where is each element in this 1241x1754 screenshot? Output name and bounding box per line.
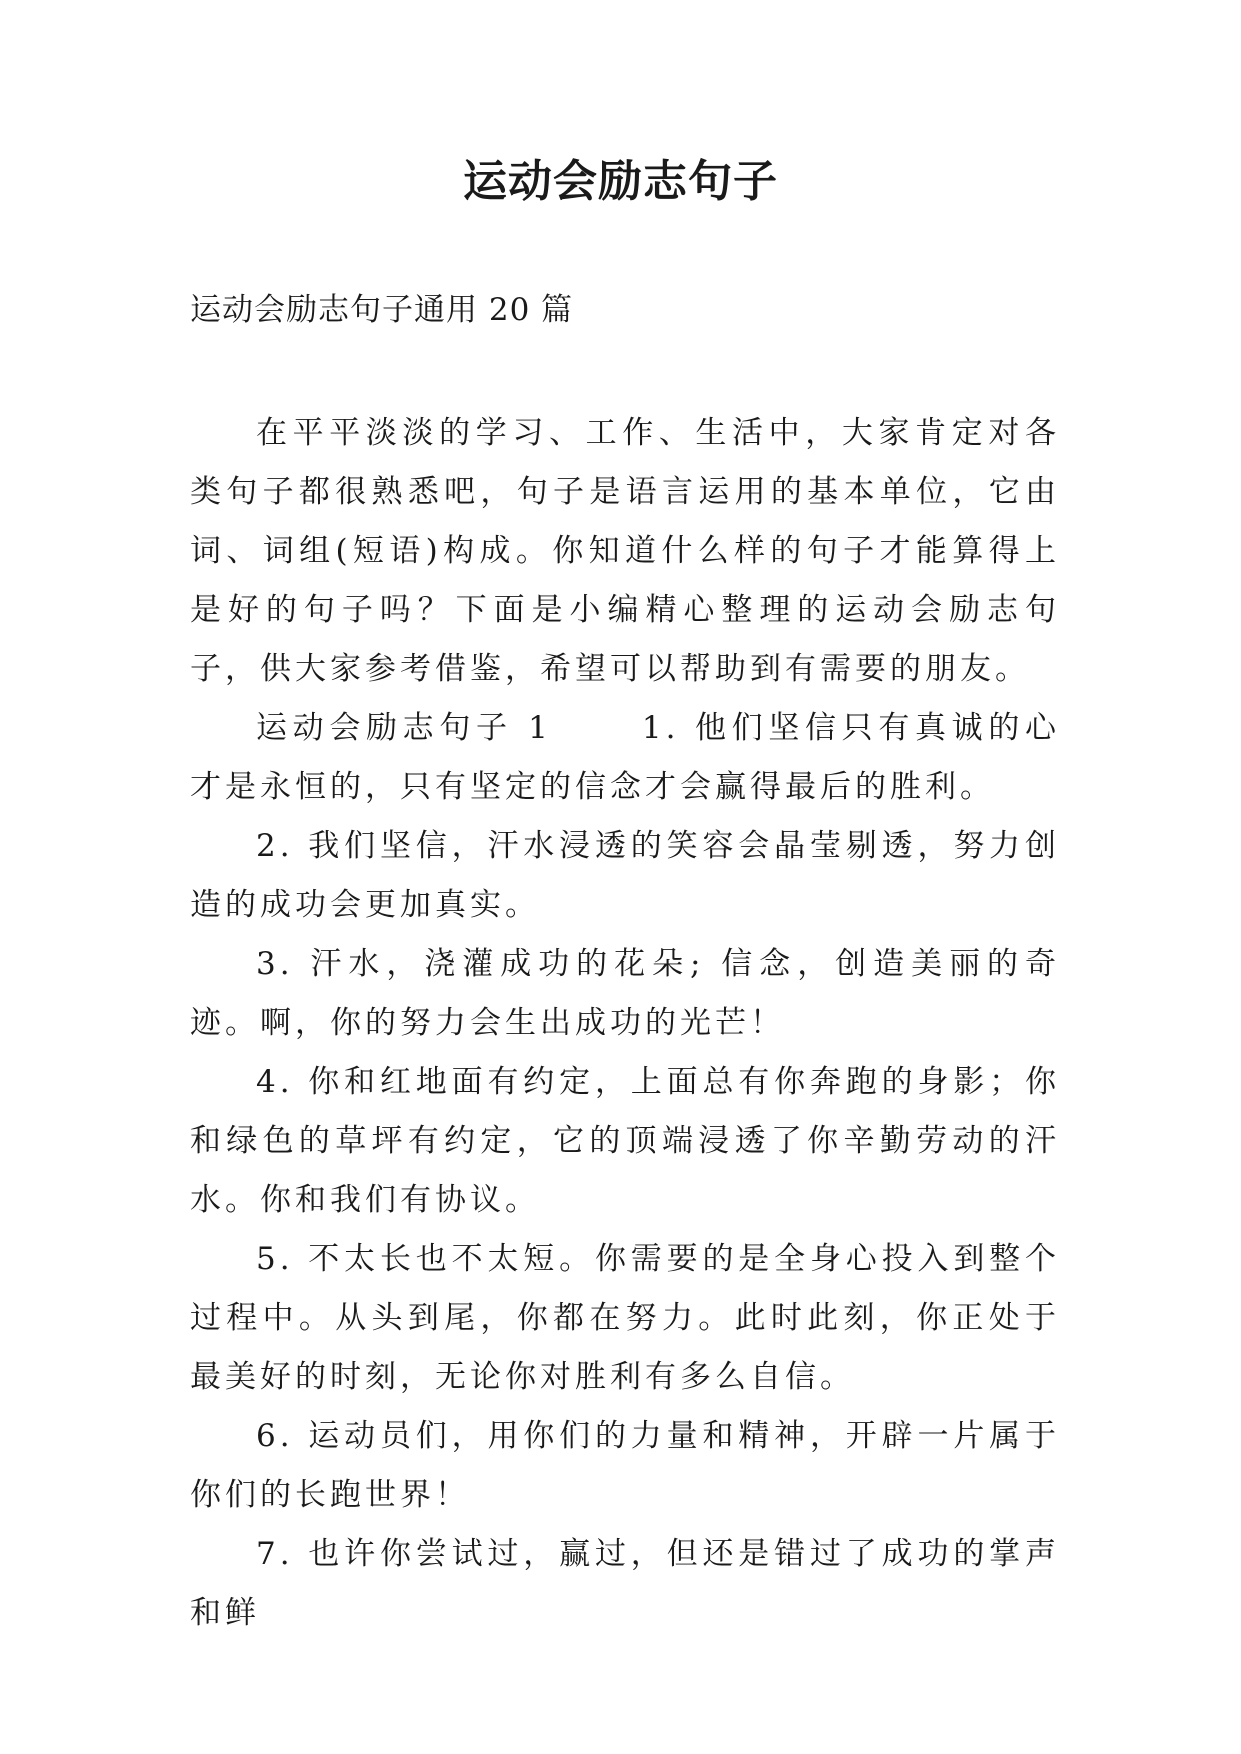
list-item: 3. 汗水，浇灌成功的花朵; 信念，创造美丽的奇迹。啊，你的努力会生出成功的光芒！ [190,946,1060,1041]
section-heading: 运动会励志句子 1 [256,710,552,746]
list-item: 6. 运动员们，用你们的力量和精神，开辟一片属于你们的长跑世界！ [190,1418,1060,1513]
document-body [190,404,1060,1643]
list-item: 2. 我们坚信，汗水浸透的笑容会晶莹剔透，努力创造的成功会更加真实。 [190,828,1060,923]
document-subtitle: 运动会励志句子通用 20 篇 [190,292,574,328]
list-item: 7. 也许你尝试过，赢过，但还是错过了成功的掌声和鲜 [190,1536,1060,1631]
document-title: 运动会励志句子 [463,156,778,207]
intro-paragraph: 在平平淡淡的学习、工作、生活中，大家肯定对各类句子都很熟悉吧，句子是语言运用的基本单位，它由词、词组(短语)构成。你知道什么样的句子才能算得上是好的句子吗？下面是小编精心整理的运动会励志句子，供大家参考借鉴，希望可以帮助到有需要的朋友。 [190,415,1060,687]
list-item: 1. 他们坚信只有真诚的心才是永恒的，只有坚定的信念才会赢得最后的胜利。 [190,710,1060,805]
list-item: 4. 你和红地面有约定，上面总有你奔跑的身影；你和绿色的草坪有约定，它的顶端浸透了你辛勤劳动的汗水。你和我们有协议。 [190,1064,1060,1218]
section-paragraph [190,699,1060,817]
list-item: 5. 不太长也不太短。你需要的是全身心投入到整个过程中。从头到尾，你都在努力。此时此刻，你正处于最美好的时刻，无论你对胜利有多么自信。 [190,1241,1060,1395]
